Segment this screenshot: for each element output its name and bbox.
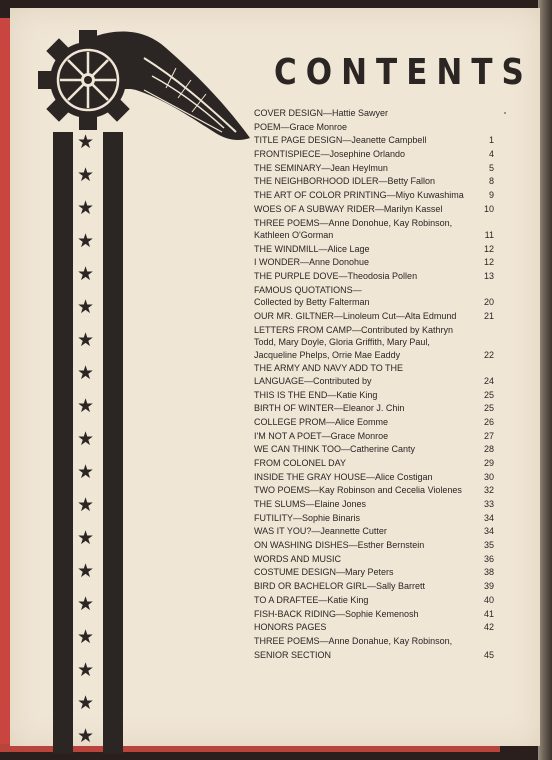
star-icon: ★ bbox=[77, 461, 95, 483]
toc-entry-title: COLLEGE PROM—Alice Eomme bbox=[254, 416, 389, 427]
toc-entry-title: WAS IT YOU?—Jeannette Cutter bbox=[254, 526, 387, 537]
toc-entry-page: 34 bbox=[483, 526, 494, 537]
toc-entry-title: SENIOR SECTION bbox=[254, 649, 332, 660]
toc-entry-page: 22 bbox=[483, 349, 494, 360]
toc-entry bbox=[254, 284, 494, 309]
toc-entry bbox=[254, 430, 494, 443]
toc-entry bbox=[254, 107, 494, 120]
toc-entry-title: COVER DESIGN—Hattie Sawyer bbox=[254, 108, 389, 118]
toc-entry bbox=[254, 362, 494, 387]
toc-entry-page: 32 bbox=[483, 485, 494, 496]
toc-entry bbox=[254, 621, 494, 634]
toc-entry bbox=[254, 443, 494, 456]
toc-entry-page: 36 bbox=[483, 553, 494, 564]
toc-entry bbox=[254, 553, 494, 566]
star-column bbox=[73, 132, 103, 752]
toc-entry bbox=[254, 471, 494, 484]
toc-entry-title: OUR MR. GILTNER—Linoleum Cut—Alta Edmund bbox=[254, 310, 457, 321]
toc-entry-title: THE NEIGHBORHOOD IDLER—Betty Fallon bbox=[254, 176, 436, 187]
toc-entry-page: 9 bbox=[488, 190, 494, 201]
toc-entry-title: FAMOUS QUOTATIONS— Collected by Betty Falterman bbox=[254, 284, 370, 308]
toc-entry-title: TWO POEMS—Kay Robinson and Cecelia Violenes bbox=[254, 485, 462, 496]
toc-entry-title: THIS IS THE END—Katie King bbox=[254, 389, 378, 400]
toc-entry-page: 25 bbox=[483, 403, 494, 414]
toc-entry-page: 39 bbox=[483, 581, 494, 592]
toc-entry-title: THREE POEMS—Anne Donahue, Kay Robinson, bbox=[254, 635, 453, 646]
toc-entry bbox=[254, 270, 494, 283]
toc-entry bbox=[254, 649, 494, 662]
toc-entry bbox=[254, 498, 494, 511]
toc-entry-page: 27 bbox=[483, 430, 494, 441]
star-icon: ★ bbox=[77, 263, 95, 285]
toc-entry-page: 12 bbox=[483, 243, 494, 254]
star-icon: ★ bbox=[77, 692, 95, 714]
toc-entry bbox=[254, 594, 494, 607]
star-icon: ★ bbox=[77, 527, 95, 549]
toc-entry bbox=[254, 525, 494, 538]
paper-speck bbox=[504, 112, 506, 114]
toc-entry-title: LETTERS FROM CAMP—Contributed by Kathryn Todd, Mary Doyle, Gloria Griffith, Mary Paul, Jacqueline Phelps, Orrie Mae Eaddy bbox=[254, 324, 454, 360]
table-of-contents bbox=[254, 107, 494, 662]
toc-entry bbox=[254, 134, 494, 147]
paper-page bbox=[10, 8, 540, 746]
toc-entry-page: 30 bbox=[483, 471, 494, 482]
toc-entry bbox=[254, 243, 494, 256]
star-icon: ★ bbox=[77, 593, 95, 615]
toc-entry-page: 4 bbox=[488, 149, 494, 160]
toc-entry-page: 45 bbox=[483, 649, 494, 660]
page-title: CONTENTS bbox=[274, 52, 533, 94]
toc-entry bbox=[254, 121, 494, 134]
toc-entry-title: TITLE PAGE DESIGN—Jeanette Campbell bbox=[254, 135, 427, 146]
toc-entry bbox=[254, 217, 494, 242]
toc-entry-page: 41 bbox=[483, 608, 494, 619]
toc-entry-title: THE WINDMILL—Alice Lage bbox=[254, 243, 370, 254]
toc-entry-title: THE SLUMS—Elaine Jones bbox=[254, 499, 367, 509]
toc-entry bbox=[254, 512, 494, 525]
toc-entry-title: BIRTH OF WINTER—Eleanor J. Chin bbox=[254, 403, 405, 414]
toc-entry-page: 38 bbox=[483, 567, 494, 578]
toc-entry bbox=[254, 175, 494, 188]
star-icon: ★ bbox=[77, 395, 95, 417]
toc-entry bbox=[254, 256, 494, 269]
star-icon: ★ bbox=[77, 362, 95, 384]
star-icon: ★ bbox=[77, 626, 95, 648]
toc-entry-title: THE SEMINARY—Jean Heylmun bbox=[254, 162, 388, 173]
toc-entry bbox=[254, 566, 494, 579]
toc-entry-page: 1 bbox=[488, 135, 494, 146]
star-icon: ★ bbox=[77, 230, 95, 252]
toc-entry-title: ON WASHING DISHES—Esther Bernstein bbox=[254, 540, 425, 551]
toc-entry-page: 21 bbox=[483, 310, 494, 321]
toc-entry bbox=[254, 310, 494, 323]
star-icon: ★ bbox=[77, 659, 95, 681]
star-icon: ★ bbox=[77, 131, 95, 153]
toc-entry-title: I WONDER—Anne Donohue bbox=[254, 257, 370, 268]
toc-entry-page: 11 bbox=[484, 230, 494, 240]
toc-entry-page: 20 bbox=[483, 297, 494, 308]
star-icon: ★ bbox=[77, 428, 95, 450]
toc-entry-title: TO A DRAFTEE—Katie King bbox=[254, 594, 369, 605]
toc-entry-title: WE CAN THINK TOO—Catherine Canty bbox=[254, 444, 416, 455]
toc-entry-page: 42 bbox=[483, 622, 494, 633]
toc-entry-page: 29 bbox=[483, 457, 494, 468]
vertical-stripe-left bbox=[53, 132, 73, 754]
toc-entry-page: 35 bbox=[483, 540, 494, 551]
toc-entry bbox=[254, 148, 494, 161]
star-icon: ★ bbox=[77, 560, 95, 582]
toc-entry-page: 34 bbox=[483, 512, 494, 523]
star-icon: ★ bbox=[77, 197, 95, 219]
toc-entry-title: WOES OF A SUBWAY RIDER—Marilyn Kassel bbox=[254, 203, 443, 214]
toc-entry-title: INSIDE THE GRAY HOUSE—Alice Costigan bbox=[254, 471, 433, 482]
toc-entry-page: 10 bbox=[483, 203, 494, 214]
star-icon: ★ bbox=[77, 725, 95, 747]
toc-entry-page: 8 bbox=[488, 176, 494, 187]
toc-entry-title: FROM COLONEL DAY bbox=[254, 457, 347, 468]
toc-entry bbox=[254, 416, 494, 429]
toc-entry-page: 24 bbox=[483, 375, 494, 386]
toc-entry-page: 25 bbox=[483, 389, 494, 400]
toc-entry-title: FISH-BACK RIDING—Sophie Kemenosh bbox=[254, 608, 419, 619]
toc-entry bbox=[254, 189, 494, 202]
toc-entry bbox=[254, 539, 494, 552]
toc-entry bbox=[254, 484, 494, 497]
toc-entry-title: WORDS AND MUSIC bbox=[254, 553, 342, 564]
toc-entry-page: 12 bbox=[483, 257, 494, 268]
star-icon: ★ bbox=[77, 164, 95, 186]
toc-entry bbox=[254, 162, 494, 175]
toc-entry bbox=[254, 389, 494, 402]
toc-entry bbox=[254, 324, 494, 362]
toc-entry-title: FRONTISPIECE—Josephine Orlando bbox=[254, 149, 406, 160]
toc-entry-page: 28 bbox=[483, 444, 494, 455]
toc-entry-title: BIRD OR BACHELOR GIRL—Sally Barrett bbox=[254, 581, 426, 592]
toc-entry-title: FUTILITY—Sophie Binaris bbox=[254, 512, 361, 523]
star-icon: ★ bbox=[77, 329, 95, 351]
toc-entry-title: THREE POEMS—Anne Donohue, Kay Robinson, Kathleen O'Gorman bbox=[254, 217, 453, 240]
toc-entry-title: THE PURPLE DOVE—Theodosia Pollen bbox=[254, 271, 418, 282]
toc-entry bbox=[254, 402, 494, 415]
toc-entry-title: I'M NOT A POET—Grace Monroe bbox=[254, 430, 389, 441]
toc-entry-page: 13 bbox=[483, 271, 494, 282]
toc-entry-title: THE ARMY AND NAVY ADD TO THE LANGUAGE—Contributed by bbox=[254, 363, 404, 386]
toc-entry-page: 5 bbox=[488, 162, 494, 173]
star-icon: ★ bbox=[77, 296, 95, 318]
toc-entry-title: POEM—Grace Monroe bbox=[254, 121, 348, 132]
toc-entry-page: 33 bbox=[483, 499, 494, 509]
toc-entry-page: 26 bbox=[483, 416, 494, 427]
toc-entry bbox=[254, 580, 494, 593]
vertical-stripe-right bbox=[103, 132, 123, 754]
page-binding-edge bbox=[538, 0, 552, 760]
toc-entry bbox=[254, 203, 494, 216]
toc-entry bbox=[254, 457, 494, 470]
toc-entry-page: 40 bbox=[483, 594, 494, 605]
toc-entry-title: HONORS PAGES bbox=[254, 622, 327, 633]
toc-entry-title: THE ART OF COLOR PRINTING—Miyo Kuwashima bbox=[254, 190, 464, 201]
star-icon: ★ bbox=[77, 494, 95, 516]
toc-entry-title: COSTUME DESIGN—Mary Peters bbox=[254, 567, 394, 578]
toc-entry bbox=[254, 608, 494, 621]
toc-entry bbox=[254, 635, 494, 648]
